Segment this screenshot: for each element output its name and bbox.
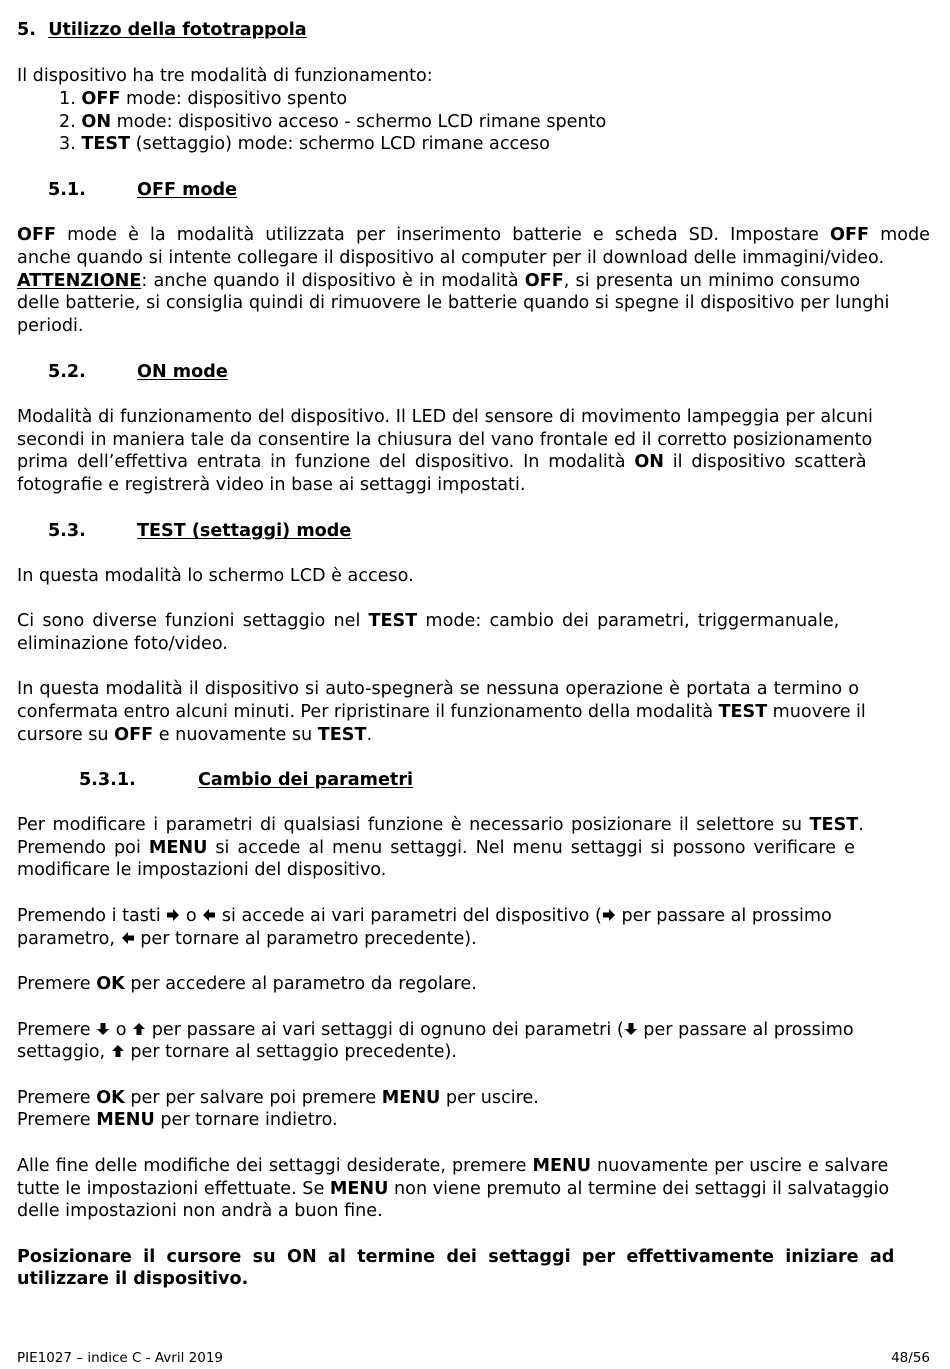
- paragraph-line: settaggio, per tornare al settaggio precedente).: [17, 1042, 458, 1062]
- section-title: ON mode: [137, 362, 228, 382]
- mode-name: TEST: [81, 134, 131, 154]
- paragraph-line: fotografie e registrerà video in base ai settaggi impostati.: [17, 475, 526, 495]
- section-heading-5: [17, 19, 307, 41]
- paragraph-line: tutte le impostazioni effettuate. Se MENU non viene premuto al termine dei settaggi il salvataggio: [17, 1179, 890, 1199]
- list-item: [59, 88, 347, 110]
- paragraph-line: confermata entro alcuni minuti. Per ripristinare il funzionamento della modalità TEST muovere il: [17, 702, 866, 722]
- arrow-left-icon: [121, 931, 135, 945]
- paragraph-line: modificare le impostazioni del dispositivo.: [17, 860, 387, 880]
- paragraph-line: In questa modalità il dispositivo si auto-spegnerà se nessuna operazione è portata a termino o: [17, 679, 860, 699]
- arrow-down-icon: [96, 1022, 110, 1036]
- list-item: [59, 133, 550, 155]
- intro-text: Il dispositivo ha tre modalità di funzionamento:: [17, 66, 433, 86]
- section-title: Cambio dei parametri: [198, 770, 414, 790]
- section-title: OFF mode: [137, 180, 238, 200]
- paragraph-line: OFF mode è la modalità utilizzata per inserimento batterie e scheda SD. Impostare OFF mode: [17, 225, 930, 245]
- paragraph-line: In questa modalità lo schermo LCD è acceso.: [17, 566, 414, 586]
- list-item: [59, 111, 606, 133]
- paragraph-line: delle batterie, si consiglia quindi di rimuovere le batterie quando si spegne il dispositivo per lunghi: [17, 293, 890, 313]
- paragraph-line: eliminazione foto/video.: [17, 634, 228, 654]
- paragraph-line: cursore su OFF e nuovamente su TEST.: [17, 725, 373, 745]
- section-number: 5.: [17, 20, 36, 40]
- arrow-down-icon: [624, 1022, 638, 1036]
- paragraph-line: ATTENZIONE: anche quando il dispositivo è in modalità OFF, si presenta un minimo consumo: [17, 271, 861, 291]
- paragraph-line: Per modificare i parametri di qualsiasi funzione è necessario posizionare il selettore su TEST.: [17, 815, 864, 835]
- section-heading-5-3-1: [79, 769, 414, 791]
- mode-desc: mode: dispositivo acceso - schermo LCD rimane spento: [111, 112, 607, 132]
- arrow-right-icon: [166, 908, 180, 922]
- paragraph-line: Premere OK per per salvare poi premere MENU per uscire.: [17, 1088, 539, 1108]
- paragraph-line: Premere o per passare ai vari settaggi di ognuno dei parametri ( per passare al prossimo: [17, 1020, 854, 1040]
- section-number: 5.3.: [48, 521, 86, 541]
- paragraph-line: parametro, per tornare al parametro precedente).: [17, 929, 477, 949]
- paragraph-line: Alle fine delle modifiche dei settaggi desiderate, premere MENU nuovamente per uscire e salvare: [17, 1156, 889, 1176]
- paragraph-line: Premendo poi MENU si accede al menu settaggi. Nel menu settaggi si possono verificare e: [17, 838, 855, 858]
- mode-name: OFF: [81, 89, 121, 109]
- list-number: 2.: [59, 112, 76, 132]
- section-heading-5-2: [48, 361, 228, 383]
- paragraph-line: periodi.: [17, 316, 84, 336]
- paragraph-line: anche quando si intente collegare il dispositivo al computer per il download delle immagini/video.: [17, 248, 885, 268]
- section-title: Utilizzo della fototrappola: [48, 20, 307, 40]
- paragraph-line: Premere OK per accedere al parametro da regolare.: [17, 974, 477, 994]
- mode-desc: (settaggio) mode: schermo LCD rimane acceso: [130, 134, 550, 154]
- section-heading-5-1: [48, 179, 238, 201]
- paragraph-line: Ci sono diverse funzioni settaggio nel TEST mode: cambio dei parametri, triggermanuale,: [17, 611, 840, 631]
- arrow-up-icon: [132, 1022, 146, 1036]
- list-number: 3.: [59, 134, 76, 154]
- paragraph-line: delle impostazioni non andrà a buon fine.: [17, 1201, 383, 1221]
- list-number: 1.: [59, 89, 76, 109]
- section-title: TEST (settaggi) mode: [137, 521, 352, 541]
- paragraph-line: Premere MENU per tornare indietro.: [17, 1110, 338, 1130]
- paragraph-line: secondi in maniera tale da consentire la chiusura del vano frontale ed il corretto posizionamento: [17, 430, 873, 450]
- page-number: 48/56: [891, 1350, 930, 1366]
- footer-reference: PIE1027 – indice C - Avril 2019: [17, 1350, 224, 1366]
- section-number: 5.3.1.: [79, 770, 136, 790]
- section-number: 5.2.: [48, 362, 86, 382]
- arrow-right-icon: [602, 908, 616, 922]
- paragraph-line: prima dell’effettiva entrata in funzione del dispositivo. In modalità ON il dispositivo scatterà: [17, 452, 867, 472]
- section-heading-5-3: [48, 520, 352, 542]
- arrow-left-icon: [202, 908, 216, 922]
- arrow-up-icon: [111, 1044, 125, 1058]
- section-number: 5.1.: [48, 180, 86, 200]
- mode-name: ON: [81, 112, 112, 132]
- final-note-line: Posizionare il cursore su ON al termine dei settaggi per effettivamente iniziare ad: [17, 1247, 895, 1267]
- final-note-line: utilizzare il dispositivo.: [17, 1269, 249, 1289]
- paragraph-line: Premendo i tasti o si accede ai vari parametri del dispositivo ( per passare al prossimo: [17, 906, 832, 926]
- paragraph-line: Modalità di funzionamento del dispositivo. Il LED del sensore di movimento lampeggia per alcuni: [17, 407, 873, 427]
- mode-desc: mode: dispositivo spento: [120, 89, 348, 109]
